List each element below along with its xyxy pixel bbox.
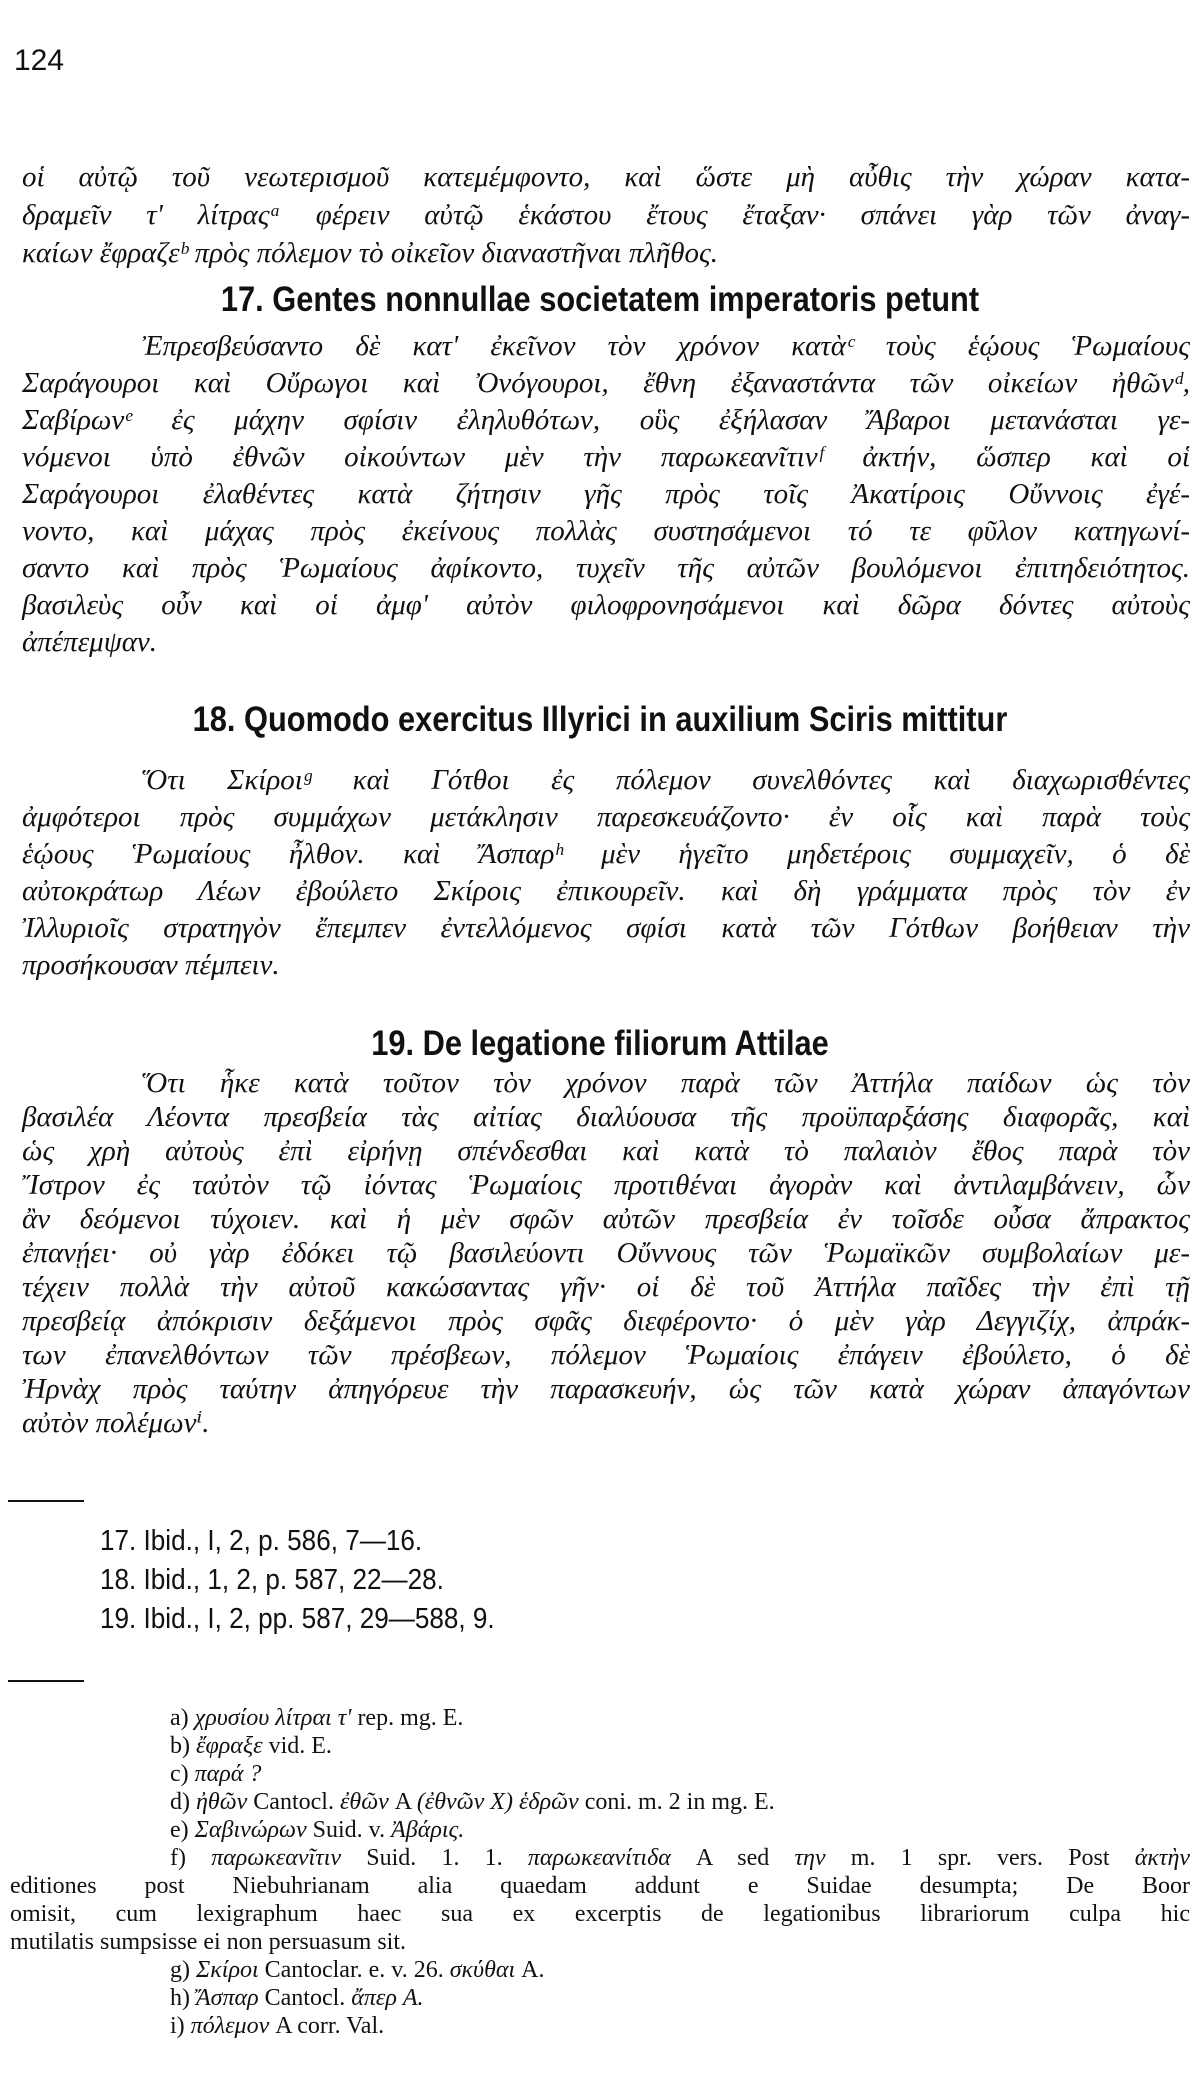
- note-text: c): [170, 1761, 195, 1787]
- greek-reading: παρωκεανίτιδα: [527, 1845, 671, 1871]
- text-line: σαντο καὶ πρὸς Ῥωμαίους ἀφίκοντο, τυχεῖν τῆς αὐτῶν βουλόμενοι ἐπιτηδειότητος.: [22, 552, 1190, 584]
- text-line: Σαβίρωνᵉ ἐς μάχην σφίσιν ἐληλυθότων, οὓς ἐξήλασαν Ἄβαροι μετανάσται γε-: [22, 404, 1190, 436]
- note-text: i): [170, 2013, 191, 2039]
- footnote-line: [10, 2012, 1190, 2040]
- greek-reading: ἐθῶν: [339, 1789, 389, 1815]
- greek-reading: ἔφραξε: [196, 1733, 263, 1759]
- note-text: h): [170, 1985, 196, 2011]
- note-text: Suid. v.: [306, 1817, 392, 1843]
- note-text: A.: [515, 1957, 545, 1983]
- greek-reading: ἄπερ A.: [351, 1985, 424, 2011]
- text-line: Σαράγουροι καὶ Οὔρωγοι καὶ Ὀνόγουροι, ἔθνη ἐξαναστάντα τῶν οἰκείων ἠθῶνᵈ,: [22, 367, 1190, 399]
- note-text: Cantoclar. e. v. 26.: [258, 1957, 450, 1983]
- text-line: οἱ αὐτῷ τοῦ νεωτερισμοῦ κατεμέμφοντο, καὶ ὥστε μὴ αὖθις τὴν χώραν κατα-: [22, 161, 1190, 193]
- footnote-divider-rule: [8, 1680, 84, 1682]
- reference-18: 18. Ibid., 1, 2, p. 587, 22—28.: [100, 1564, 444, 1596]
- text-line: Ἠρνὰχ πρὸς ταύτην ἀπηγόρευε τὴν παρασκευήν, ὡς τῶν κατὰ χώραν ἀπαγόντων: [22, 1373, 1190, 1405]
- greek-reading: Ἀβάρις.: [391, 1817, 465, 1843]
- footnote-line: [10, 1928, 1190, 1956]
- reference-19: 19. Ibid., I, 2, pp. 587, 29—588, 9.: [100, 1603, 495, 1635]
- greek-reading: Ἄσπαρ: [196, 1985, 259, 2011]
- note-text: m. 1 spr. vers. Post: [825, 1845, 1135, 1871]
- text-line: αὐτὸν πολέμωνⁱ.: [22, 1407, 210, 1439]
- text-line: προσήκουσαν πέμπειν.: [22, 949, 280, 981]
- greek-reading: ἑδρῶν: [518, 1789, 579, 1815]
- text-line: ἂν δεόμενοι τύχοιεν. καὶ ἡ μὲν σφῶν αὐτῶν πρεσβεία ἐν τοῖσδε οὖσα ἄπρακτος: [22, 1203, 1190, 1235]
- text-line: αὐτοκράτωρ Λέων ἐβούλετο Σκίροις ἐπικουρεῖν. καὶ δὴ γράμματα πρὸς τὸν ἐν: [22, 875, 1190, 907]
- critical-apparatus: [10, 1704, 1190, 2040]
- text-line: ἑῴους Ῥωμαίους ἦλθον. καὶ Ἄσπαρʰ μὲν ἡγεῖτο μηδετέροις συμμαχεῖν, ὁ δὲ: [22, 838, 1190, 870]
- note-text: omisit, cum lexigraphum haec sua ex excerptis de legationibus librariorum culpa hic: [10, 1901, 1190, 1927]
- page-number: 124: [14, 44, 65, 77]
- section-19-text: [22, 1066, 1190, 1440]
- note-text: a): [170, 1705, 195, 1731]
- text-line: Ἴστρον ἐς ταὐτὸν τῷ ἰόντας Ῥωμαίοις προτιθέναι ἀγορὰν καὶ ἀντιλαμβάνειν, ὧν: [22, 1169, 1190, 1201]
- note-text: e): [170, 1817, 195, 1843]
- note-text: b): [170, 1733, 196, 1759]
- footnote-line: [10, 1760, 1190, 1788]
- footnote-line: [10, 1900, 1190, 1928]
- footnote-line: [10, 1872, 1190, 1900]
- greek-reading: παρωκεανῖτιν: [211, 1845, 342, 1871]
- footnote-line: [10, 1956, 1190, 1984]
- note-text: Cantocl.: [247, 1789, 340, 1815]
- footnote-line: [10, 1816, 1190, 1844]
- text-line: ἀμφότεροι πρὸς συμμάχων μετάκλησιν παρεσκευάζοντο· ἐν οἷς καὶ παρὰ τοὺς: [22, 801, 1190, 833]
- text-line: καίων ἔφραζεᵇ πρὸς πόλεμον τὸ οἰκεῖον διαναστῆναι πλῆθος.: [22, 237, 719, 269]
- text-line: Ὅτι Σκίροιᵍ καὶ Γότθοι ἐς πόλεμον συνελθόντες καὶ διαχωρισθέντες: [142, 764, 1190, 796]
- greek-reading: (ἐθνῶν X): [416, 1789, 513, 1815]
- section-17-text: [22, 328, 1190, 661]
- greek-reading: χρυσίου λίτραι τ': [194, 1705, 352, 1731]
- note-text: d): [170, 1789, 196, 1815]
- note-text: vid. E.: [262, 1733, 332, 1759]
- note-text: A corr. Val.: [269, 2013, 385, 2039]
- text-line: νόμενοι ὑπὸ ἐθνῶν οἰκούντων μὲν τὴν παρωκεανῖτινᶠ ἀκτήν, ὥσπερ καὶ οἱ: [22, 441, 1190, 473]
- note-text: Cantocl.: [258, 1985, 352, 2011]
- note-text: g): [170, 1957, 196, 1983]
- text-line: ἀπέπεμψαν.: [22, 626, 158, 658]
- greek-reading: σκύθαι: [449, 1957, 516, 1983]
- footnote-line: [10, 1732, 1190, 1760]
- greek-reading: πόλεμον: [190, 2013, 270, 2039]
- text-line: Ὅτι ἧκε κατὰ τοῦτον τὸν χρόνον παρὰ τῶν Ἀττήλα παίδων ὡς τὸν: [142, 1067, 1190, 1099]
- text-line: νοντο, καὶ μάχας πρὸς ἐκείνους πολλὰς συστησάμενοι τό τε φῦλον κατηγωνί-: [22, 515, 1190, 547]
- greek-reading: Σκίροι: [196, 1957, 259, 1983]
- footnote-line: [10, 1844, 1190, 1872]
- text-line: δραμεῖν τ' λίτραςᵃ φέρειν αὐτῷ ἑκάστου ἔτους ἔταξαν· σπάνει γὰρ τῶν ἀναγ-: [22, 199, 1190, 231]
- text-line: Ἐπρεσβεύσαντο δὲ κατ' ἐκεῖνον τὸν χρόνον κατὰᶜ τοὺς ἑῴους Ῥωμαίους: [142, 330, 1190, 362]
- note-text: f): [170, 1845, 212, 1871]
- text-line: Σαράγουροι ἐλαθέντες κατὰ ζήτησιν γῆς πρὸς τοῖς Ἀκατίροις Οὔννοις ἐγέ-: [22, 478, 1190, 510]
- text-line: πρεσβείᾳ ἀπόκρισιν δεξάμενοι πρὸς σφᾶς διεφέροντο· ὁ μὲν γὰρ Δεγγιζίχ, ἀπράκ-: [22, 1305, 1190, 1337]
- reference-17: 17. Ibid., I, 2, p. 586, 7—16.: [100, 1525, 423, 1557]
- section-17-heading: 17. Gentes nonnullae societatem imperatoris petunt: [220, 280, 980, 319]
- divider-rule: [8, 1500, 84, 1502]
- footnote-line: [10, 1788, 1190, 1816]
- text-line: βασιλεὺς οὖν καὶ οἱ ἀμφ' αὐτὸν φιλοφρονησάμενοι καὶ δῶρα δόντες αὐτοὺς: [22, 589, 1190, 621]
- text-line: ὡς χρὴ αὐτοὺς ἐπὶ εἰρήνῃ σπένδεσθαι καὶ κατὰ τὸ παλαιὸν ἔθος παρὰ τὸν: [22, 1135, 1190, 1167]
- footnote-line: [10, 1704, 1190, 1732]
- note-text: A: [388, 1789, 417, 1815]
- section-18-text: [22, 762, 1190, 984]
- text-line: βασιλέα Λέοντα πρεσβεία τὰς αἰτίας διαλύουσα τῆς προϋπαρξάσης διαφορᾶς, καὶ: [22, 1101, 1190, 1133]
- text-line: Ἰλλυριοῖς στρατηγὸν ἔπεμπεν ἐντελλόμενος σφίσι κατὰ τῶν Γότθων βοήθειαν τὴν: [22, 912, 1190, 944]
- text-line: ἐπανῄει· οὐ γὰρ ἐδόκει τῷ βασιλεύοντι Οὔννους τῶν Ῥωμαϊκῶν συμβολαίων με-: [22, 1237, 1190, 1269]
- greek-reading: ἠθῶν: [196, 1789, 248, 1815]
- greek-reading: Σαβινώρων: [194, 1817, 307, 1843]
- text-line: των ἐπανελθόντων τῶν πρέσβεων, πόλεμον Ῥωμαίοις ἐπάγειν ἐβούλετο, ὁ δὲ: [22, 1339, 1190, 1371]
- footnote-line: [10, 1984, 1190, 2012]
- note-text: editiones post Niebuhrianam alia quaedam addunt e Suidae desumpta; De Boor: [10, 1873, 1190, 1899]
- intro-paragraph: [22, 158, 1190, 272]
- note-text: coni. m. 2 in mg. E.: [578, 1789, 775, 1815]
- greek-reading: ἀκτὴν: [1134, 1845, 1191, 1871]
- section-19-heading: 19. De legatione filiorum Attilae: [371, 1024, 829, 1063]
- note-text: Suid. 1. 1.: [341, 1845, 528, 1871]
- note-text: rep. mg. E.: [351, 1705, 464, 1731]
- note-text: mutilatis sumpsisse ei non persuasum sit.: [10, 1929, 406, 1955]
- greek-reading: την: [794, 1845, 826, 1871]
- text-line: τέχειν πολλὰ τὴν αὐτοῦ κακώσαντας γῆν· οἱ δὲ τοῦ Ἀττήλα παῖδες τὴν ἐπὶ τῇ: [22, 1271, 1190, 1303]
- source-references: [100, 1522, 495, 1639]
- section-18-heading: 18. Quomodo exercitus Illyrici in auxilium Sciris mittitur: [192, 700, 1008, 739]
- greek-reading: παρά ?: [194, 1761, 262, 1787]
- note-text: A sed: [670, 1845, 795, 1871]
